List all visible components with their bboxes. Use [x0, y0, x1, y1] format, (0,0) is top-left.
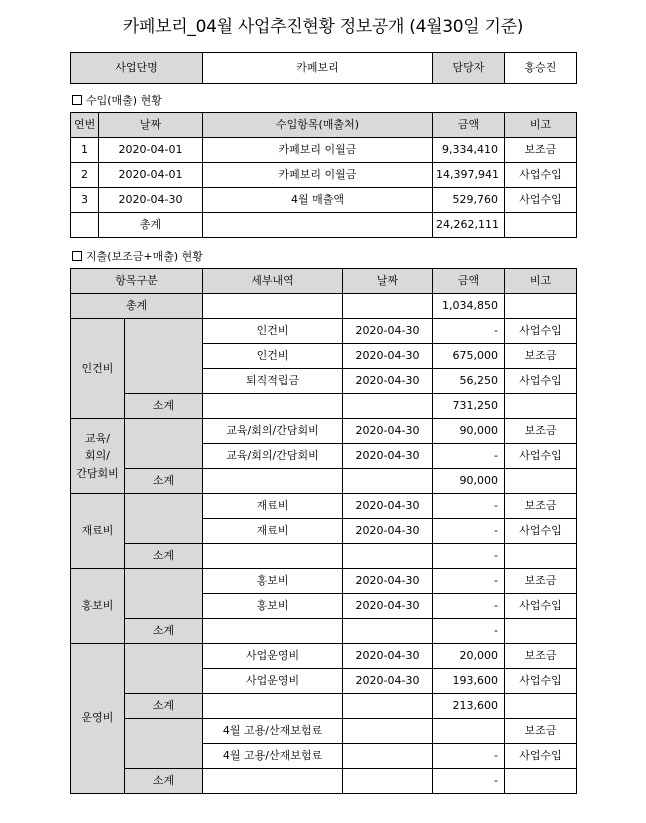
expense-amount: 675,000: [433, 344, 505, 369]
expense-subcategory: [125, 494, 203, 544]
expense-subtotal-row: [71, 619, 577, 644]
expense-detail: 홍보비: [203, 594, 343, 619]
income-row: [71, 163, 577, 188]
expense-header-row: [71, 269, 577, 294]
expense-row: [71, 719, 577, 744]
expense-subtotal-value: -: [433, 769, 505, 794]
expense-detail: 사업운영비: [203, 644, 343, 669]
info-row: [71, 53, 577, 84]
expense-amount: 56,250: [433, 369, 505, 394]
income-total-row: [71, 213, 577, 238]
expense-subtotal-row: [71, 394, 577, 419]
expense-subtotal-value: 90,000: [433, 469, 505, 494]
income-cell: 카페보리 이월금: [203, 138, 433, 163]
expense-category: 재료비: [71, 494, 125, 569]
expense-total-value: 1,034,850: [433, 294, 505, 319]
expense-subtotal-value: 213,600: [433, 694, 505, 719]
income-cell: 사업수입: [505, 163, 577, 188]
expense-cell: [505, 769, 577, 794]
unit-value: 카페보리: [203, 53, 433, 84]
expense-row: [71, 569, 577, 594]
expense-detail: 교육/회의/간담회비: [203, 419, 343, 444]
expense-subtotal-row: [71, 769, 577, 794]
income-cell: 529,760: [433, 188, 505, 213]
income-cell: 2020-04-01: [99, 138, 203, 163]
income-section-heading: [72, 92, 162, 108]
income-header-cell: 비고: [505, 113, 577, 138]
expense-detail: 재료비: [203, 519, 343, 544]
expense-amount: -: [433, 569, 505, 594]
expense-amount: -: [433, 519, 505, 544]
expense-amount: -: [433, 494, 505, 519]
expense-header-cell: 비고: [505, 269, 577, 294]
expense-cell: [203, 394, 343, 419]
expense-header-cell: 날짜: [343, 269, 433, 294]
income-cell: 4월 매출액: [203, 188, 433, 213]
expense-date: 2020-04-30: [343, 669, 433, 694]
expense-cell: [505, 294, 577, 319]
expense-note: 사업수입: [505, 669, 577, 694]
expense-cell: [343, 544, 433, 569]
expense-row: [71, 644, 577, 669]
manager-value: 홍승진: [505, 53, 577, 84]
expense-date: 2020-04-30: [343, 444, 433, 469]
income-header-cell: 금액: [433, 113, 505, 138]
income-cell: 2: [71, 163, 99, 188]
expense-date: 2020-04-30: [343, 494, 433, 519]
expense-subcategory: [125, 644, 203, 694]
expense-date: 2020-04-30: [343, 569, 433, 594]
expense-note: 사업수입: [505, 594, 577, 619]
expense-cell: [203, 619, 343, 644]
expense-row: [71, 319, 577, 344]
expense-subtotal-label: 소계: [125, 394, 203, 419]
expense-category: 운영비: [71, 644, 125, 794]
expense-cell: [203, 294, 343, 319]
expense-header-cell: 세부내역: [203, 269, 343, 294]
expense-cell: [505, 619, 577, 644]
expense-note: 사업수입: [505, 444, 577, 469]
income-header-row: [71, 113, 577, 138]
expense-detail: 퇴직적립금: [203, 369, 343, 394]
income-header-cell: 날짜: [99, 113, 203, 138]
income-total-blank: [505, 213, 577, 238]
expense-note: 사업수입: [505, 319, 577, 344]
income-cell: 2020-04-01: [99, 163, 203, 188]
income-row: [71, 188, 577, 213]
expense-total-label: 총계: [71, 294, 203, 319]
expense-note: 보조금: [505, 419, 577, 444]
expense-subtotal-label: 소계: [125, 469, 203, 494]
income-cell: 보조금: [505, 138, 577, 163]
expense-detail: 4월 고용/산재보험료: [203, 719, 343, 744]
expense-detail: 4월 고용/산재보험료: [203, 744, 343, 769]
expense-cell: [343, 394, 433, 419]
checkbox-square-icon: [72, 95, 82, 105]
expense-detail: 재료비: [203, 494, 343, 519]
page-title: 카페보리_04월 사업추진현황 정보공개 (4월30일 기준): [122, 17, 524, 37]
manager-label: 담당자: [433, 53, 505, 84]
expense-detail: 인건비: [203, 319, 343, 344]
expense-amount: -: [433, 444, 505, 469]
expense-cell: [203, 769, 343, 794]
expense-note: 보조금: [505, 494, 577, 519]
expense-cell: [343, 769, 433, 794]
income-section-title: 수입(매출) 현황: [86, 94, 162, 107]
expense-date: 2020-04-30: [343, 344, 433, 369]
expense-date: 2020-04-30: [343, 319, 433, 344]
expense-cell: [343, 294, 433, 319]
expense-note: 보조금: [505, 719, 577, 744]
income-total-label: 총계: [99, 213, 203, 238]
expense-cell: [505, 694, 577, 719]
income-total-blank: [71, 213, 99, 238]
expense-amount: -: [433, 594, 505, 619]
expense-category: 인건비: [71, 319, 125, 419]
expense-subtotal-row: [71, 694, 577, 719]
income-cell: 3: [71, 188, 99, 213]
expense-row: [71, 419, 577, 444]
expense-note: 사업수입: [505, 519, 577, 544]
expense-date: 2020-04-30: [343, 369, 433, 394]
expense-note: 보조금: [505, 344, 577, 369]
expense-total-row: [71, 294, 577, 319]
expense-subtotal-value: -: [433, 544, 505, 569]
expense-note: 사업수입: [505, 744, 577, 769]
expense-subtotal-value: -: [433, 619, 505, 644]
expense-note: 보조금: [505, 644, 577, 669]
expense-amount: [433, 719, 505, 744]
expense-header-cell: 금액: [433, 269, 505, 294]
expense-amount: 90,000: [433, 419, 505, 444]
income-cell: 2020-04-30: [99, 188, 203, 213]
expense-subtotal-label: 소계: [125, 619, 203, 644]
expense-cell: [505, 544, 577, 569]
income-cell: 1: [71, 138, 99, 163]
info-table: [70, 52, 577, 84]
income-cell: 사업수입: [505, 188, 577, 213]
income-cell: 14,397,941: [433, 163, 505, 188]
expense-cell: [505, 394, 577, 419]
income-header-cell: 연번: [71, 113, 99, 138]
expense-header-cell: 항목구분: [71, 269, 203, 294]
expense-date: 2020-04-30: [343, 519, 433, 544]
expense-note: 보조금: [505, 569, 577, 594]
expense-detail: 인건비: [203, 344, 343, 369]
income-total-blank: [203, 213, 433, 238]
expense-date: [343, 744, 433, 769]
expense-detail: 사업운영비: [203, 669, 343, 694]
expense-amount: -: [433, 319, 505, 344]
expense-category: 홍보비: [71, 569, 125, 644]
income-row: [71, 138, 577, 163]
income-cell: 카페보리 이월금: [203, 163, 433, 188]
expense-date: 2020-04-30: [343, 419, 433, 444]
expense-date: 2020-04-30: [343, 594, 433, 619]
expense-subtotal-value: 731,250: [433, 394, 505, 419]
expense-cell: [343, 469, 433, 494]
expense-subcategory: [125, 319, 203, 394]
expense-subtotal-label: 소계: [125, 694, 203, 719]
expense-subcategory: [125, 719, 203, 769]
expense-amount: 193,600: [433, 669, 505, 694]
expense-section-heading: [72, 248, 203, 264]
expense-cell: [343, 694, 433, 719]
income-header-cell: 수입항목(매출처): [203, 113, 433, 138]
expense-subtotal-row: [71, 544, 577, 569]
checkbox-square-icon: [72, 251, 82, 261]
expense-date: [343, 719, 433, 744]
income-cell: 9,334,410: [433, 138, 505, 163]
expense-detail: 교육/회의/간담회비: [203, 444, 343, 469]
expense-row: [71, 494, 577, 519]
expense-cell: [343, 619, 433, 644]
expense-cell: [203, 694, 343, 719]
income-table: [70, 112, 577, 238]
expense-detail: 홍보비: [203, 569, 343, 594]
expense-cell: [203, 469, 343, 494]
expense-table: [70, 268, 577, 794]
expense-cell: [203, 544, 343, 569]
expense-subtotal-row: [71, 469, 577, 494]
expense-subtotal-label: 소계: [125, 544, 203, 569]
expense-amount: 20,000: [433, 644, 505, 669]
expense-subtotal-label: 소계: [125, 769, 203, 794]
expense-amount: -: [433, 744, 505, 769]
expense-cell: [505, 469, 577, 494]
expense-category: 교육/ 회의/ 간담회비: [71, 419, 125, 494]
expense-date: 2020-04-30: [343, 644, 433, 669]
expense-section-title: 지출(보조금+매출) 현황: [86, 250, 203, 263]
income-total-value: 24,262,111: [433, 213, 505, 238]
unit-label: 사업단명: [71, 53, 203, 84]
expense-subcategory: [125, 569, 203, 619]
expense-note: 사업수입: [505, 369, 577, 394]
expense-subcategory: [125, 419, 203, 469]
